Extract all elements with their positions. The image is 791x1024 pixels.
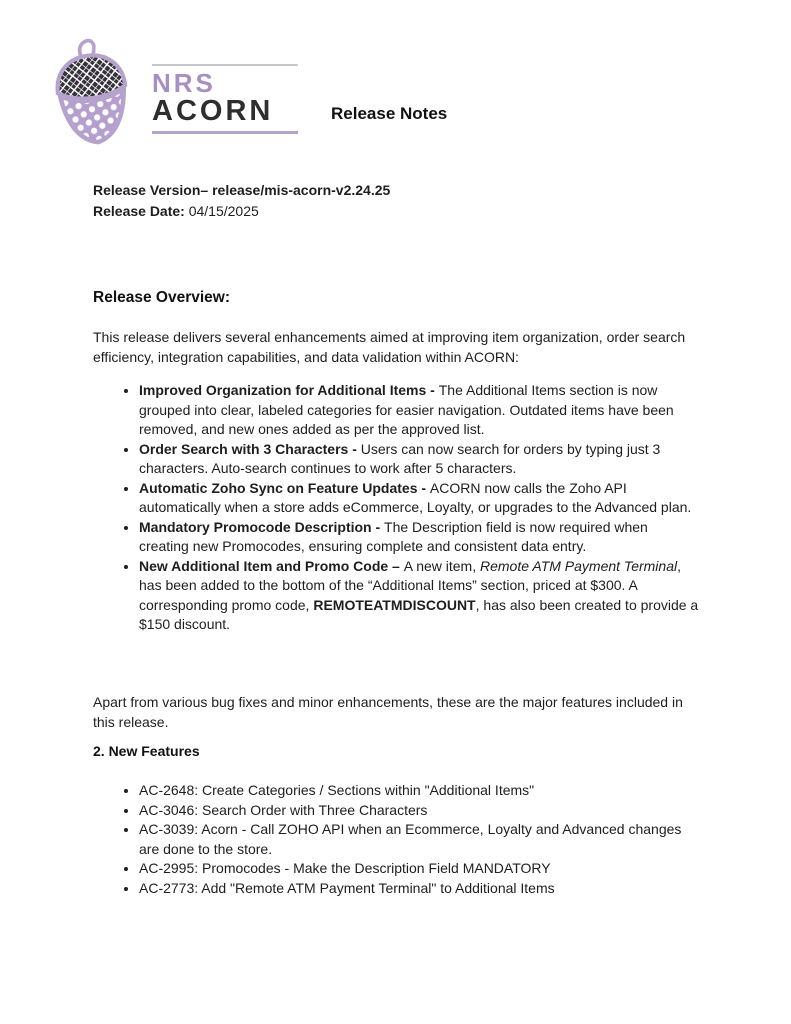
page-title: Release Notes xyxy=(331,104,448,123)
list-item-text: , has also been created to provide a $150 discount. xyxy=(139,596,699,632)
list-item-text: Improved Organization for Additional Items - xyxy=(139,382,439,398)
list-item-text: Order Search with 3 Characters - xyxy=(139,440,361,457)
list-item xyxy=(139,479,699,518)
list-item-text: AC-3039: Acorn - Call ZOHO API when an Ecommerce, Loyalty and Advanced changes are done to the store. xyxy=(139,821,682,857)
list-item-text: Mandatory Promocode Description - xyxy=(139,518,385,535)
overview-intro-paragraph: This release delivers several enhancements aimed at improving item organization, order search efficiency, integration capabilities, and data validation within ACORN: xyxy=(93,329,686,365)
list-item xyxy=(139,381,699,440)
list-item-text: A new item, xyxy=(403,557,480,574)
list-item-text: The Additional Items section is now grouped into clear, labeled categories for easier navigation. Outdated items have been removed, and new ones added as per the approved list. xyxy=(139,382,674,437)
release-version-line xyxy=(93,180,390,201)
list-item xyxy=(139,859,699,879)
release-meta xyxy=(93,180,390,222)
overview-heading: Release Overview: xyxy=(93,289,231,306)
closing-paragraph: Apart from various bug fixes and minor enhancements, these are the major features included in this release. xyxy=(93,694,683,730)
list-item-text: Users can now search for orders by typing just 3 characters. Auto-search continues to work after 5 characters. xyxy=(139,440,661,476)
list-item-text: New Additional Item and Promo Code – xyxy=(139,557,404,574)
list-item-text: Automatic Zoho Sync on Feature Updates - xyxy=(139,479,430,496)
nrs-acorn-logo xyxy=(46,38,298,148)
list-item xyxy=(139,557,699,635)
release-date-label: Release Date: xyxy=(93,203,189,219)
brand-rule-top xyxy=(152,64,298,66)
brand-acorn-label: ACORN xyxy=(152,95,274,127)
list-item-text: AC-2773: Add "Remote ATM Payment Terminal" to Additional Items xyxy=(139,879,555,896)
brand-rule-bottom xyxy=(152,131,298,134)
list-item-text: AC-2648: Create Categories / Sections within "Additional Items" xyxy=(139,782,535,798)
release-date-value: 04/15/2025 xyxy=(188,203,259,219)
list-item-text: AC-2995: Promocodes - Make the Description Field MANDATORY xyxy=(139,860,551,876)
list-item-text: Remote ATM Payment Terminal xyxy=(480,557,678,574)
brand-nrs-label: NRS xyxy=(152,68,216,98)
overview-bullet-list xyxy=(93,381,699,635)
list-item-text: REMOTEATMDISCOUNT xyxy=(313,596,476,613)
list-item-text: AC-3046: Search Order with Three Characters xyxy=(139,801,428,818)
new-features-bullet-list xyxy=(93,781,699,898)
list-item xyxy=(139,518,699,557)
release-version-label: Release Version– xyxy=(93,182,213,198)
acorn-icon xyxy=(46,38,138,148)
list-item-text: ACORN now calls the Zoho API automatically when a store adds eCommerce, Loyalty, or upgrades to the Advanced plan. xyxy=(139,479,692,515)
release-version-value: release/mis-acorn-v2.24.25 xyxy=(212,182,391,198)
list-item-text: The Description field is now required when creating new Promocodes, ensuring complete and consistent data entry. xyxy=(139,518,648,554)
list-item xyxy=(139,440,699,479)
list-item xyxy=(139,879,699,899)
list-item-text: , has been added to the bottom of the “Additional Items” section, priced at $300. A corresponding promo code, xyxy=(139,557,681,613)
list-item xyxy=(139,781,699,801)
brand-text xyxy=(152,64,298,134)
new-features-heading: 2. New Features xyxy=(93,743,200,759)
release-date-line xyxy=(93,201,390,222)
list-item xyxy=(139,801,699,821)
list-item xyxy=(139,820,699,859)
